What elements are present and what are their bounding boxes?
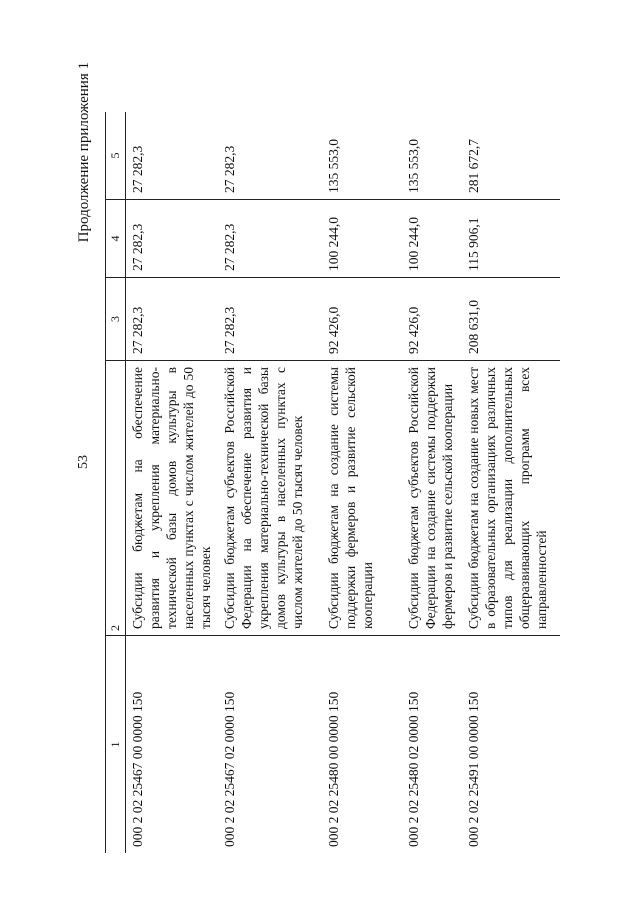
- row-value-4: 100 244,0: [402, 200, 462, 278]
- column-header-5: 5: [106, 112, 126, 200]
- table-row: [322, 112, 402, 853]
- row-name: Субсидии бюджетам на обеспечение развития и укрепления материально-технической базы домов культуры в населенных пунктах с числом жителей до 50 тысяч человек: [126, 361, 219, 636]
- row-value-3: 27 282,3: [126, 278, 219, 361]
- table-row: [462, 112, 560, 853]
- continuation-label: Продолжение приложения 1: [76, 62, 92, 243]
- row-value-3: 92 426,0: [402, 278, 462, 361]
- row-code: 000 2 02 25480 00 0000 150: [326, 691, 342, 847]
- row-value-5: 27 282,3: [218, 112, 322, 200]
- column-header-1: 1: [106, 636, 126, 854]
- table-row: [126, 112, 219, 853]
- row-value-5: 135 553,0: [402, 112, 462, 200]
- row-value-4: 115 906,1: [462, 200, 560, 278]
- row-name: Субсидии бюджетам на создание новых мест в образовательных организациях различных типов для реализации дополнительных общеразвивающих программ всех направленностей: [462, 361, 560, 636]
- row-name: Субсидии бюджетам субъектов Российской Федерации на обеспечение развития и укрепления материально-технической базы домов культуры в населенных пунктах с числом жителей до 50 тысяч человек: [218, 361, 322, 636]
- table-row: [402, 112, 462, 853]
- row-value-3: 27 282,3: [218, 278, 322, 361]
- row-value-3: 92 426,0: [322, 278, 402, 361]
- page-number: 53: [76, 455, 91, 469]
- column-header-3: 3: [106, 278, 126, 361]
- row-value-5: 27 282,3: [126, 112, 219, 200]
- row-value-5: 281 672,7: [462, 112, 560, 200]
- table-header-row: [106, 112, 126, 853]
- row-value-4: 27 282,3: [218, 200, 322, 278]
- row-code: 000 2 02 25467 00 0000 150: [130, 691, 145, 847]
- column-header-2: 2: [106, 361, 126, 636]
- rotated-sheet: [55, 48, 585, 858]
- row-code: 000 2 02 25491 00 0000 150: [466, 691, 482, 847]
- row-value-4: 100 244,0: [322, 200, 402, 278]
- row-value-3: 208 631,0: [462, 278, 560, 361]
- row-code: 000 2 02 25467 02 0000 150: [222, 691, 238, 847]
- row-value-5: 135 553,0: [322, 112, 402, 200]
- row-name: Субсидии бюджетам субъектов Российской Федерации на создание системы поддержки фермеров и развитие сельской кооперации: [402, 361, 462, 636]
- table-row: [218, 112, 322, 853]
- budget-table: [105, 112, 560, 853]
- row-value-4: 27 282,3: [126, 200, 219, 278]
- row-name: Субсидии бюджетам на создание системы поддержки фермеров и развитие сельской кооперации: [322, 361, 402, 636]
- column-header-4: 4: [106, 200, 126, 278]
- row-code: 000 2 02 25480 02 0000 150: [406, 691, 422, 847]
